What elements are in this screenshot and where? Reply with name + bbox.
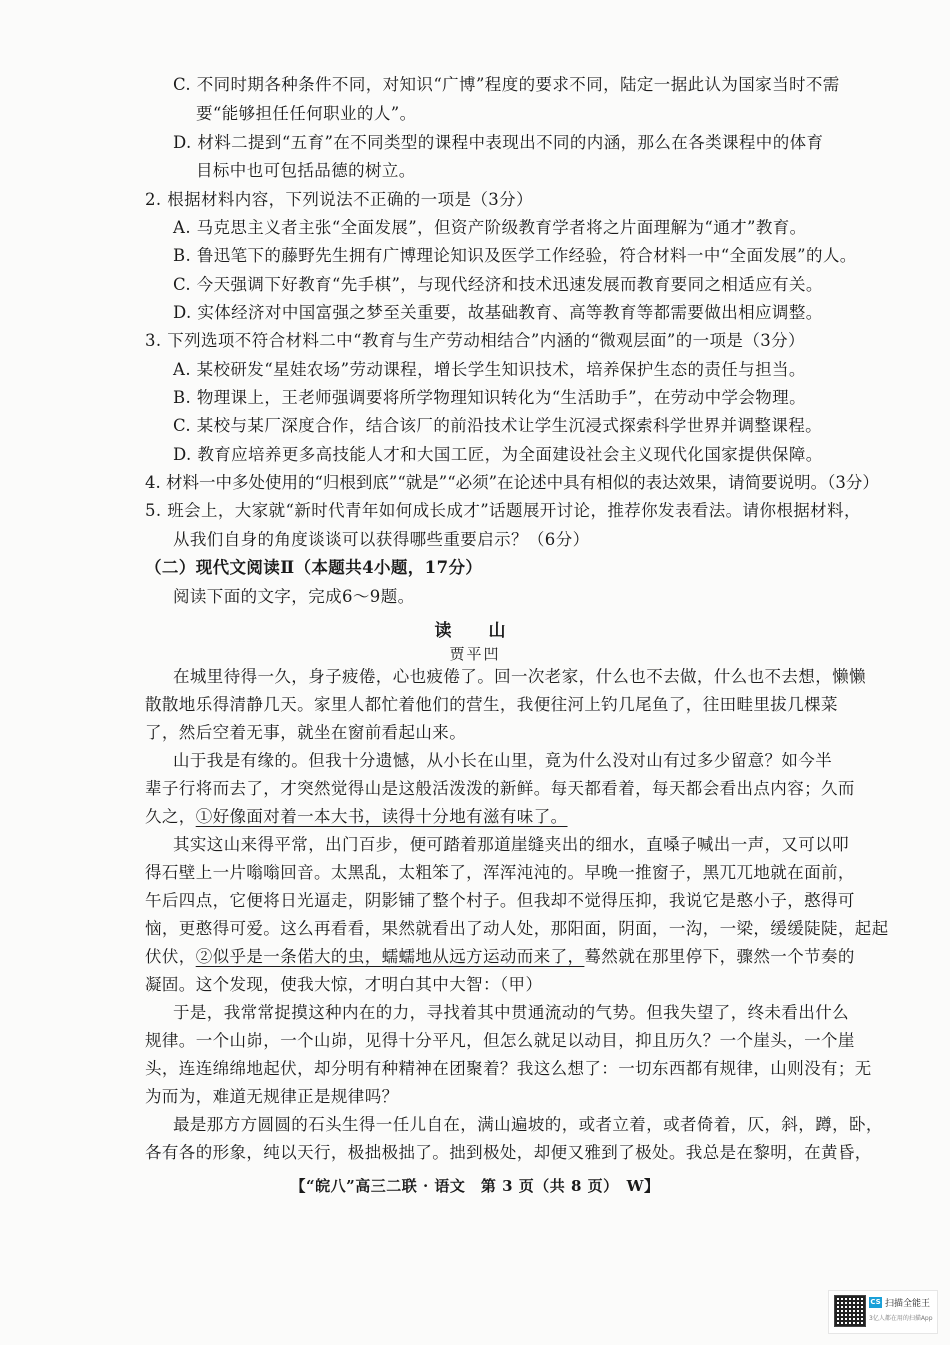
article-line: 凝固。这个发现，使我大惊，才明白其中大智：（甲） [145, 975, 543, 994]
article-title: 读 山 [434, 621, 516, 641]
article-line: 头，连连绵绵地起伏，却分明有种精神在团聚着？我这么想了：一切东西都有规律，山则没有；无 [145, 1059, 872, 1078]
article-line: 于是，我常常捉摸这种内在的力，寻找着其中贯通流动的气势。但我失望了，终未看出什么 [173, 1003, 849, 1022]
article-line: 散散地乐得清静几天。家里人都忙着他们的营生，我便往河上钓几尾鱼了，往田畦里拔几棵菜 [145, 695, 838, 714]
article-line [145, 806, 568, 828]
article-line: 得石壁上一片嗡嗡回音。太黑乱，太粗笨了，浑浑沌沌的。早晚一推窗子，黑兀兀地就在面前， [145, 863, 855, 882]
option-3d: D. 教育应培养更多高技能人才和大国工匠，为全面建设社会主义现代化国家提供保障。 [173, 445, 823, 464]
badge-title: 扫描全能王 [885, 1299, 931, 1309]
article-line: 规律。一个山峁，一个山峁，见得十分平凡，但怎么就足以动目，抑且历久？一个崖头，一个崖 [145, 1031, 855, 1050]
question-2: 2. 根据材料内容，下列说法不正确的一项是（3分） [145, 190, 533, 209]
qr-code-icon [834, 1295, 866, 1327]
option-3c: C. 某校与某厂深度合作，结合该厂的前沿技术让学生沉浸式探索科学世界并调整课程。 [173, 416, 823, 435]
option-3b: B. 物理课上，王老师强调要将所学物理知识转化为“生活助手”，在劳动中学会物理。 [173, 388, 806, 407]
option-2b: B. 鲁迅笔下的藤野先生拥有广博理论知识及医学工作经验，符合材料一中“全面发展”的人。 [173, 246, 857, 265]
option-2a: A. 马克思主义者主张“全面发展”，但资产阶级教育学者将之片面理解为“通才”教育。 [173, 218, 807, 237]
article-line: 恼，更憨得可爱。这么再看看，果然就看出了动人处，那阳面，阴面，一沟，一梁，缓缓陡陡，起起 [145, 919, 889, 938]
question-4: 4. 材料一中多处使用的“归根到底”“就是”“必须”在论述中具有相似的表达效果，请简要说明。（3分） [145, 473, 879, 492]
article-line: 在城里待得一久，身子疲倦，心也疲倦了。回一次老家，什么也不去做，什么也不去想，懒懒 [173, 667, 866, 686]
option-3a: A. 某校研发“星娃农场”劳动课程，增长学生知识技术，培养保护生态的责任与担当。 [173, 360, 806, 379]
scanner-badge[interactable] [828, 1290, 938, 1334]
option-1c-line2: 要“能够担任任何职业的人”。 [196, 104, 417, 123]
question-3: 3. 下列选项不符合材料二中“教育与生产劳动相结合”内涵的“微观层面”的一项是（3分） [145, 331, 805, 350]
article-author: 贾平凹 [449, 645, 501, 663]
article-text: 蓦然就在那里停下，骤然一个节奏的 [584, 947, 855, 966]
underlined-sentence-2: ②似乎是一条偌大的虫，蠕蠕地从远方运动而来了， [195, 947, 585, 966]
question-5-line2: 从我们自身的角度谈谈可以获得哪些重要启示？（6分） [173, 530, 590, 549]
question-5-line1: 5. 班会上，大家就“新时代青年如何成长成才”话题展开讨论，推荐你发表看法。请你根据材料， [145, 501, 861, 520]
article-line: 为而为，难道无规律正是规律吗？ [145, 1087, 399, 1106]
option-1d-line2: 目标中也可包括品德的树立。 [196, 161, 416, 180]
section-heading: （二）现代文阅读Ⅱ（本题共4小题，17分） [145, 558, 483, 577]
option-1d-line1: D. 材料二提到“五育”在不同类型的课程中表现出不同的内涵，那么在各类课程中的体育 [173, 133, 824, 152]
reading-instruction: 阅读下面的文字，完成6～9题。 [173, 587, 415, 606]
article-line: 其实这山来得平常，出门百步，便可踏着那道崖缝夹出的细水，直嗓子喊出一声，又可以叩 [173, 835, 849, 854]
article-text: 伏伏， [145, 947, 196, 966]
article-line [145, 946, 855, 968]
option-2c: C. 今天强调下好教育“先手棋”，与现代经济和技术迅速发展而教育要同之相适应有关。 [173, 275, 823, 294]
cs-logo-icon: CS [870, 1298, 881, 1306]
article-line: 辈子行将而去了，才突然觉得山是这般活泼泼的新鲜。每天都看着，每天都会看出点内容；久而 [145, 779, 855, 798]
option-1c-line1: C. 不同时期各种条件不同，对知识“广博”程度的要求不同，陆定一据此认为国家当时不需 [173, 75, 840, 94]
article-line: 了，然后空着无事，就坐在窗前看起山来。 [145, 723, 467, 742]
article-line: 各有各的形象，纯以天行，极拙极拙了。拙到极处，却便又雅到了极处。我总是在黎明，在黄昏， [145, 1143, 872, 1162]
underlined-sentence-1: ①好像面对着一本大书，读得十分地有滋有味了。 [195, 807, 568, 826]
article-text: 久之， [145, 807, 196, 826]
page-footer: 【“皖八”高三二联 · 语文 第 3 页（共 8 页） W】 [290, 1177, 660, 1195]
option-2d: D. 实体经济对中国富强之梦至关重要，故基础教育、高等教育等都需要做出相应调整。 [173, 303, 823, 322]
article-line: 最是那方方圆圆的石头生得一任儿自在，满山遍坡的，或者立着，或者倚着，仄，斜，蹲，卧， [173, 1115, 883, 1134]
article-line: 山于我是有缘的。但我十分遗憾，从小长在山里，竟为什么没对山有过多少留意？如今半 [173, 751, 833, 770]
badge-subtitle: 3亿人都在用的扫描App [869, 1315, 933, 1322]
article-line: 午后四点，它便将日光逼走，阴影铺了整个村子。但我却不觉得压抑，我说它是憨小子，憨得可 [145, 891, 855, 910]
